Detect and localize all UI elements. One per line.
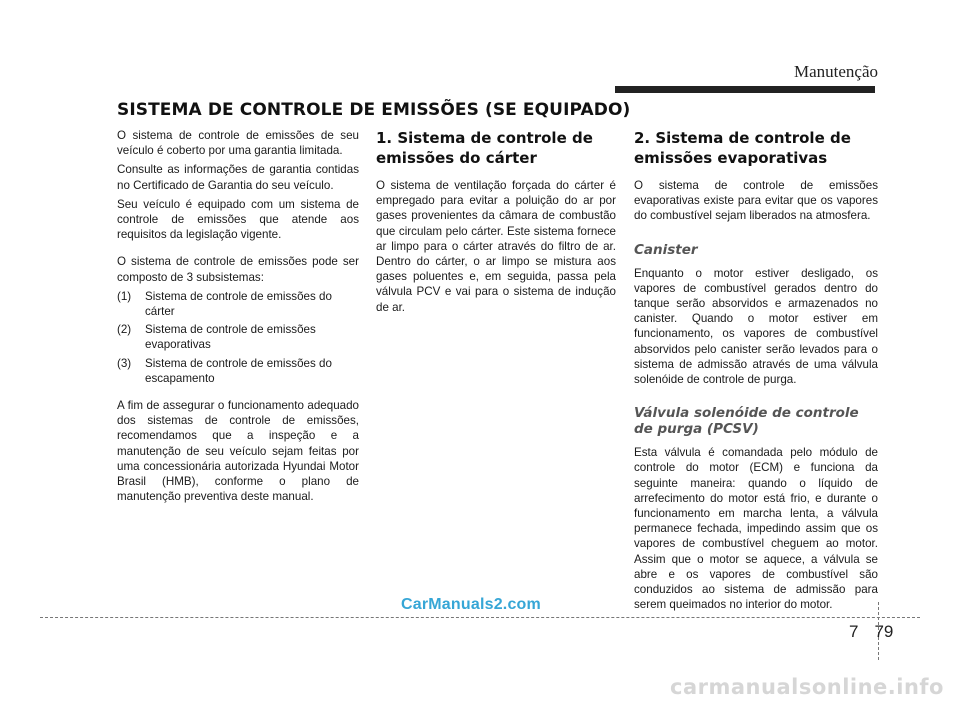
list-item-text: Sistema de controle de emissões evaporativas <box>145 323 316 352</box>
watermark-carmanualsonline[interactable]: carmanualsonline.info <box>670 675 944 699</box>
paragraph-pcsv: Esta válvula é comandada pelo módulo de controle do motor (ECM) e funciona da seguinte maneira: quando o líquido de arrefecimento do motor está frio, e durante o funcionamento em marcha lenta, a válvula permanece fechada, impedindo assim que os vapores de combustível cheguem ao motor. Assim que o motor se aquece, a válvula se abre e os vapores de combustível são conduzidos ao sistema de admissão para serem queimados no interior do motor. <box>634 446 878 612</box>
header-bar <box>615 86 875 93</box>
list-item <box>117 322 359 352</box>
column-left <box>117 128 359 508</box>
page-number-value: 79 <box>874 622 894 641</box>
chapter-number: 7 <box>849 622 859 641</box>
list-item-number: (1) <box>117 289 132 303</box>
header-title: Manutenção <box>793 62 878 81</box>
paragraph-certificate: Consulte as informações de garantia contidas no Certificado de Garantia do seu veículo. <box>117 163 359 192</box>
footer-divider <box>40 617 920 618</box>
list-item-text: Sistema de controle de emissões do cárter <box>145 289 332 319</box>
list-item-number: (2) <box>117 323 132 337</box>
paragraph-maintenance: A fim de assegurar o funcionamento adequado dos sistemas de controle de emissões, recomendamos que a inspeção e a manutenção de seu veículo sejam feitas por uma concessionária autorizada Hyundai Motor Brasil (HMB), conforme o plano de manutenção preventiva deste manual. <box>117 399 359 504</box>
heading-crankcase: 1. Sistema de controle de emissões do cárter <box>376 129 593 167</box>
section-title: SISTEMA DE CONTROLE DE EMISSÕES (SE EQUIPADO) <box>117 100 631 120</box>
paragraph-subsystems: O sistema de controle de emissões pode ser composto de 3 subsistemas: <box>117 255 359 284</box>
paragraph-canister: Enquanto o motor estiver desligado, os vapores de combustível gerados dentro do tanque serão absorvidos e armazenados no canister. Quando o motor estiver em funcionamento, os vapores de combustível absorvidos pelo canister serão levados para o sistema de admissão através de uma válvula solenóide de controle de purga. <box>634 266 878 387</box>
paragraph-crankcase: O sistema de ventilação forçada do cárter é empregado para evitar a poluição do ar por gases provenientes da câmara de combustão que circulam pelo cárter. Este sistema fornece ar limpo para o cárter através do filtro de ar. Dentro do cárter, o ar limpo se mistura aos gases poluentes e, em seguida, passa pela válvula PCV e vai para o sistema de indução de ar. <box>376 179 616 314</box>
column-middle <box>376 128 616 319</box>
subheading-canister: Canister <box>634 241 698 258</box>
list-item-text: Sistema de controle de emissões do escapamento <box>145 356 332 385</box>
page-number <box>849 622 893 642</box>
list-item-number: (3) <box>117 356 132 370</box>
watermark-carmanuals2[interactable]: CarManuals2.com <box>401 596 541 613</box>
subheading-pcsv: Válvula solenóide de controle de purga (PCSV) <box>634 405 859 438</box>
column-right <box>634 128 878 616</box>
list-item <box>117 356 359 386</box>
paragraph-warranty: O sistema de controle de emissões de seu veículo é coberto por uma garantia limitada. <box>117 129 359 158</box>
heading-evaporative: 2. Sistema de controle de emissões evaporativas <box>634 129 851 167</box>
list-item <box>117 289 359 319</box>
paragraph-equipped: Seu veículo é equipado com um sistema de controle de emissões que atende aos requisitos da legislação vigente. <box>117 197 359 242</box>
paragraph-evaporative: O sistema de controle de emissões evaporativas existe para evitar que os vapores do combustível sejam liberados na atmosfera. <box>634 179 878 223</box>
subsystem-list <box>117 289 359 386</box>
